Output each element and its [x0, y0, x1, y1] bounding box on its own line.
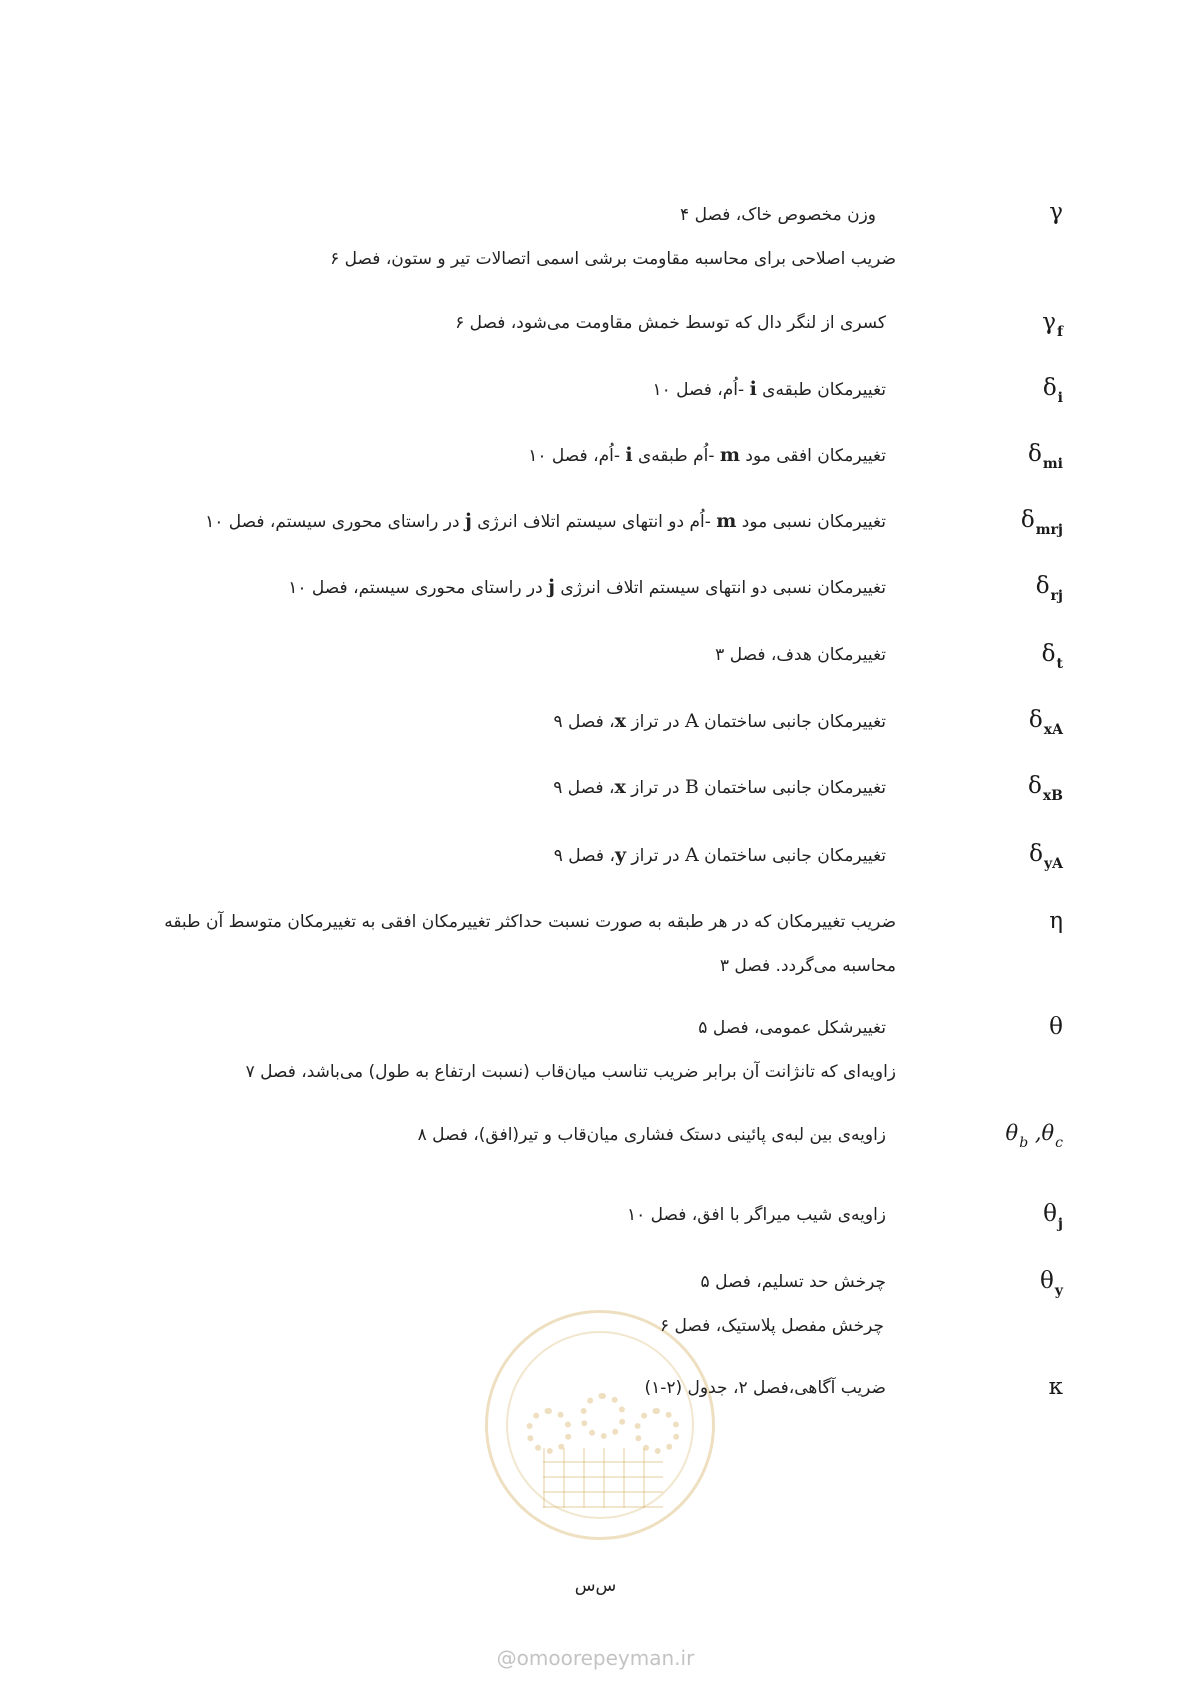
symbol-gamma: γ	[1049, 199, 1063, 225]
symbol-delta-mi: $\delta_{mi}$	[1028, 441, 1063, 472]
desc-line: تغییرمکان جانبی ساختمان A در تراز x، فصل ۹	[553, 710, 886, 732]
watermark-url: @omoorepeyman.ir	[496, 1646, 695, 1670]
desc-line: تغییرمکان طبقه‌ی i -اُم، فصل ۱۰	[652, 378, 886, 400]
symbol-theta-y: $\theta_y$	[1040, 1268, 1063, 1299]
desc-line: ضریب تغییرمکان که در هر طبقه به صورت نسبت حداکثر تغییرمکان افقی به تغییرمکان متوسط آن طبقه	[164, 912, 896, 932]
symbol-delta-t: $\delta_t$	[1041, 641, 1063, 672]
desc-theta-j	[627, 1193, 886, 1237]
desc-line: تغییرمکان نسبی دو انتهای سیستم اتلاف انرژی j در راستای محوری سیستم، فصل ۱۰	[288, 576, 886, 598]
symbol-delta-xb: $\delta_{xB}$	[1027, 773, 1063, 804]
desc-line: زاویه‌ی بین لبه‌ی پائینی دستک فشاری میان‌قاب و تیر(افق)، فصل ۸	[417, 1125, 886, 1145]
symbol-theta-j: $\theta_j$	[1043, 1201, 1063, 1232]
desc-delta-i	[652, 367, 886, 411]
desc-kappa	[644, 1366, 886, 1410]
desc-line: کسری از لنگر دال که توسط خمش مقاومت می‌شود، فصل ۶	[455, 313, 886, 333]
desc-line: محاسبه می‌گردد. فصل ۳	[719, 956, 896, 976]
desc-delta-xa	[553, 699, 886, 743]
symbol-theta-b-c: $\theta_b$ $,\theta_c$	[1005, 1121, 1063, 1151]
symbol-delta-xa: $\delta_{xA}$	[1028, 707, 1063, 738]
symbol-delta-rj: $\delta_{rj}$	[1035, 573, 1063, 604]
desc-line: زاویه‌ای که تانژانت آن برابر ضریب تناسب میان‌قاب (نسبت ارتفاع به طول) می‌باشد، فصل ۷	[245, 1062, 896, 1082]
desc-delta-rj	[288, 565, 886, 609]
desc-line: ضریب آگاهی،فصل ۲، جدول (۲-۱)	[644, 1378, 886, 1398]
desc-theta-y	[660, 1260, 886, 1348]
desc-gamma	[330, 193, 896, 281]
desc-line: ضریب اصلاحی برای محاسبه مقاومت برشی اسمی اتصالات تیر و ستون، فصل ۶	[330, 249, 896, 269]
desc-line: تغییرمکان هدف، فصل ۳	[715, 645, 886, 665]
page-number: س‌س	[574, 1576, 617, 1596]
desc-delta-mrj	[205, 499, 886, 543]
desc-line: تغییرشکل عمومی، فصل ۵	[698, 1018, 886, 1038]
desc-line: چرخش مفصل پلاستیک، فصل ۶	[660, 1316, 884, 1336]
symbol-kappa: κ	[1048, 1374, 1063, 1400]
symbol-delta-i: $\delta_i$	[1042, 375, 1063, 406]
desc-line: وزن مخصوص خاک، فصل ۴	[680, 205, 876, 225]
symbol-eta: η	[1049, 908, 1063, 934]
symbol-theta: θ	[1049, 1014, 1063, 1040]
seal-grid	[543, 1448, 663, 1508]
symbol-gamma-f: $\gamma_f$	[1042, 309, 1063, 340]
desc-delta-ya	[554, 833, 886, 877]
symbol-delta-ya: $\delta_{yA}$	[1029, 841, 1063, 872]
desc-theta	[245, 1006, 896, 1094]
desc-line: چرخش حد تسلیم، فصل ۵	[700, 1272, 886, 1292]
desc-gamma-f	[455, 301, 886, 345]
desc-theta-b-c	[418, 1113, 886, 1157]
desc-line: تغییرمکان جانبی ساختمان A در تراز y، فصل ۹	[553, 844, 886, 866]
desc-delta-xb	[553, 765, 886, 809]
desc-delta-mi	[528, 433, 886, 477]
desc-line: تغییرمکان نسبی مود m -اُم دو انتهای سیستم اتلاف انرژی j در راستای محوری سیستم، فصل ۱۰	[205, 510, 886, 532]
desc-line: زاویه‌ی شیب میراگر با افق، فصل ۱۰	[626, 1205, 886, 1225]
gear-icon	[580, 1393, 626, 1439]
desc-eta	[164, 900, 896, 988]
symbol-delta-mrj: $\delta_{mrj}$	[1020, 507, 1063, 538]
desc-delta-t	[715, 633, 886, 677]
desc-line: تغییرمکان افقی مود m -اُم طبقه‌ی i -اُم، فصل ۱۰	[528, 444, 886, 466]
desc-line: تغییرمکان جانبی ساختمان B در تراز x، فصل ۹	[553, 776, 886, 798]
